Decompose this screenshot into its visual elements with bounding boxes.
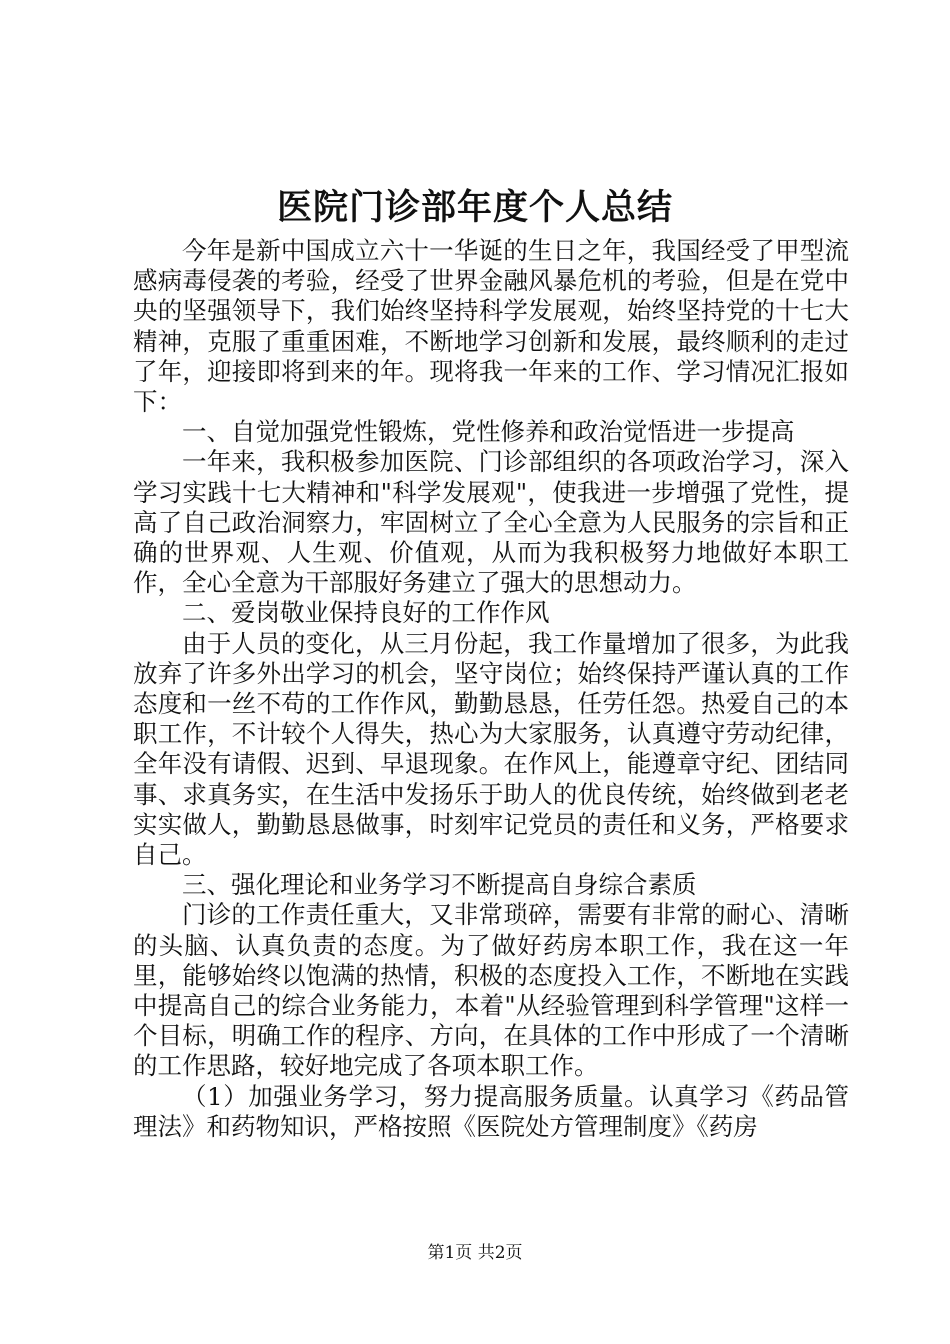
section-heading-2: 二、爱岗敬业保持良好的工作作风 <box>182 598 550 628</box>
section-heading-1: 一、自觉加强党性锻炼，党性修养和政治觉悟进一步提高 <box>182 417 795 447</box>
page-footer: 第1页 共2页 <box>427 1243 523 1263</box>
paragraph-item-1: （1）加强业务学习，努力提高服务质量。认真学习《药品管理法》和药物知识，严格按照《医院处方管理制度》《药房 <box>133 1081 849 1141</box>
paragraph-section-1: 一年来，我积极参加医院、门诊部组织的各项政治学习，深入学习实践十七大精神和"科学发展观"，使我进一步增强了党性，提高了自己政治洞察力，牢固树立了全心全意为人民服务的宗旨和正确的世界观、人生观、价值观，从而为我积极努力地做好本职工作，全心全意为干部服好务建立了强大的思想动力。 <box>133 447 849 598</box>
document-title: 医院门诊部年度个人总结 <box>276 187 673 228</box>
section-heading-3: 三、强化理论和业务学习不断提高自身综合素质 <box>182 870 697 900</box>
document-body <box>133 236 849 1142</box>
paragraph-section-2: 由于人员的变化，从三月份起，我工作量增加了很多，为此我放弃了许多外出学习的机会，坚守岗位；始终保持严谨认真的工作态度和一丝不苟的工作作风，勤勤恳恳，任劳任怨。热爱自己的本职工作，不计较个人得失，热心为大家服务，认真遵守劳动纪律，全年没有请假、迟到、早退现象。在作风上，能遵章守纪、团结同事、求真务实，在生活中发扬乐于助人的优良传统，始终做到老老实实做人，勤勤恳恳做事，时刻牢记党员的责任和义务，严格要求自己。 <box>133 628 849 870</box>
paragraph-section-3: 门诊的工作责任重大，又非常琐碎，需要有非常的耐心、清晰的头脑、认真负责的态度。为了做好药房本职工作，我在这一年里，能够始终以饱满的热情，积极的态度投入工作，不断地在实践中提高自己的综合业务能力，本着"从经验管理到科学管理"这样一个目标，明确工作的程序、方向，在具体的工作中形成了一个清晰的工作思路，较好地完成了各项本职工作。 <box>133 900 849 1081</box>
paragraph-intro: 今年是新中国成立六十一华诞的生日之年，我国经受了甲型流感病毒侵袭的考验，经受了世界金融风暴危机的考验，但是在党中央的坚强领导下，我们始终坚持科学发展观，始终坚持党的十七大精神，克服了重重困难，不断地学习创新和发展，最终顺利的走过了年，迎接即将到来的年。现将我一年来的工作、学习情况汇报如下： <box>133 236 849 417</box>
